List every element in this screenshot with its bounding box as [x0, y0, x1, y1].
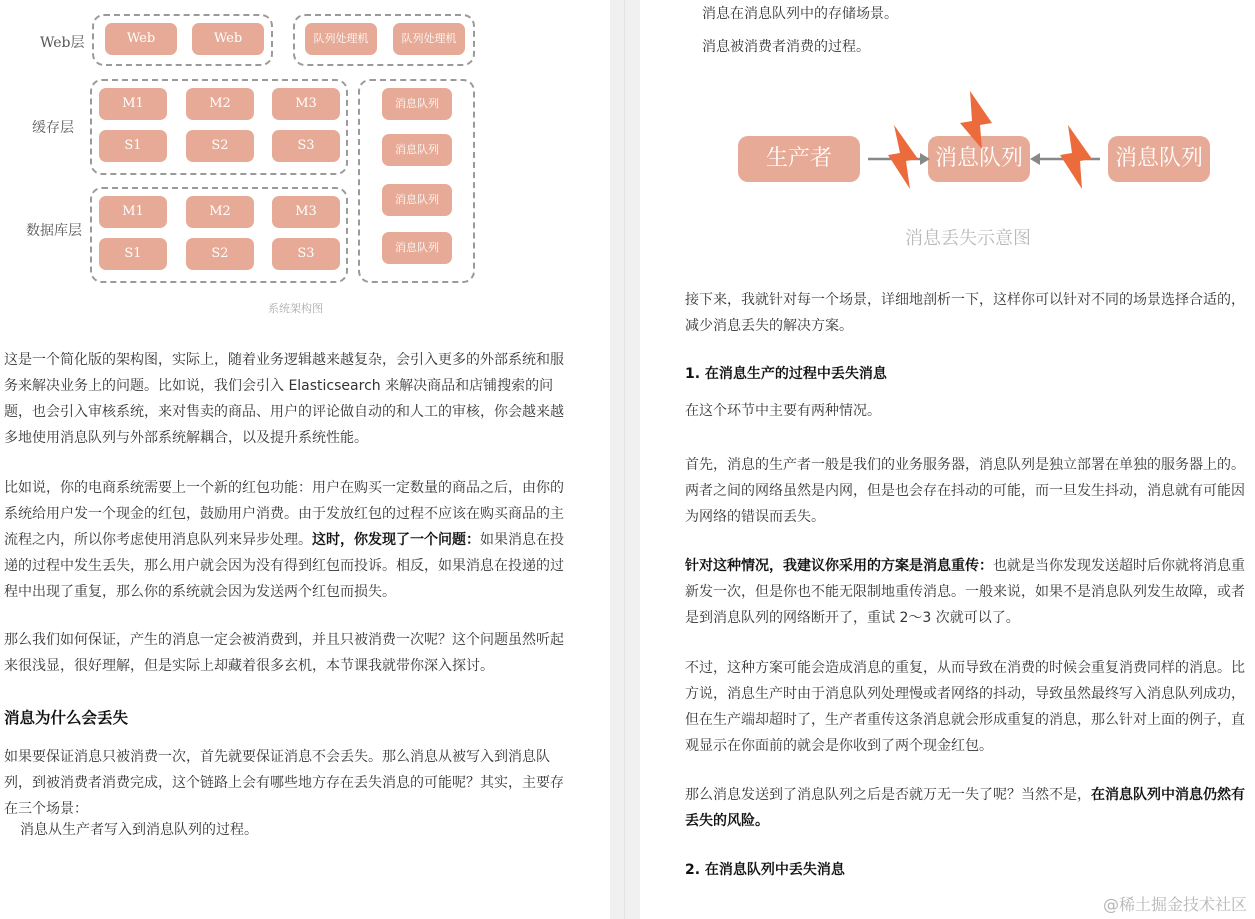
- right-page: [640, 0, 1255, 919]
- paragraph-red-packet: [4, 475, 564, 605]
- lightning-icon: [1060, 125, 1092, 189]
- text-line: 题，也会引入审核系统，来对售卖的商品、用户的评论做自动的和人工的审核，你会越来越: [4, 404, 564, 420]
- paragraph-question: [4, 627, 564, 679]
- bold-text: 这时，你发现了一个问题：: [312, 532, 480, 548]
- queue-node: 消息队列: [382, 88, 452, 120]
- page-gutter: [610, 0, 640, 919]
- text-line: 列，到被消费者消费完成，这个链路上会有哪些地方存在丢失消息的可能呢？其实，主要存: [4, 775, 564, 791]
- text-line: 来很浅显，很好理解，但是实际上却藏着很多玄机，本节课我就带你深入探讨。: [4, 658, 494, 674]
- text-span: 也就是当你发现发送超时后你就将消息重: [993, 558, 1245, 574]
- text-line: 比如说，你的电商系统需要上一个新的红包功能：用户在购买一定数量的商品之后，由你的: [4, 480, 564, 496]
- paragraph: 在这个环节中主要有两种情况。: [685, 403, 881, 419]
- db-master-node: M1: [99, 196, 167, 228]
- db-slave-node: S1: [99, 238, 167, 270]
- text-line: 系统给用户发一个现金的红包，鼓励用户消费。由于发放红包的过程不应该在购买商品的主: [4, 506, 564, 522]
- cache-slave-node: S2: [186, 130, 254, 162]
- text-line: 为网络的错误而丢失。: [685, 509, 825, 525]
- scenario-item: 消息被消费者消费的过程。: [702, 39, 870, 55]
- web-node: Web: [192, 23, 264, 55]
- left-page: [0, 0, 610, 919]
- scenario-item: 消息在消息队列中的存储场景。: [702, 6, 898, 22]
- lightning-icon: [888, 125, 918, 189]
- text-line: 两者之间的网络虽然是内网，但是也会存在抖动的可能，而一旦发生抖动，消息就有可能因: [685, 483, 1245, 499]
- db-slave-node: S2: [186, 238, 254, 270]
- architecture-caption: 系统架构图: [268, 302, 323, 315]
- arrow-head: [920, 153, 930, 165]
- cache-slave-node: S1: [99, 130, 167, 162]
- text-line: 务来解决业务上的问题。比如说，我们会引入 Elasticsearch 来解决商品和店铺搜索的问: [4, 378, 554, 394]
- text-line: 递的过程中发生丢失，那么用户就会因为没有得到红包而投诉。相反，如果消息在投递的过: [4, 558, 564, 574]
- bold-text: 在消息队列中消息仍然有: [1091, 787, 1245, 803]
- db-master-node: M2: [186, 196, 254, 228]
- cache-master-node: M2: [186, 88, 254, 120]
- queue-node: 消息队列: [382, 232, 452, 264]
- text-line: 观显示在你面前的就会是你收到了两个现金红包。: [685, 738, 993, 754]
- watermark: @稀土掘金技术社区: [1102, 895, 1247, 914]
- paragraph-why-lost: [4, 744, 564, 822]
- text-line: 减少消息丢失的解决方案。: [685, 318, 853, 334]
- paragraph-intro: [685, 287, 1245, 339]
- text-line: 多地使用消息队列与外部系统解耦合，以及提升系统性能。: [4, 430, 368, 446]
- section-heading: 2. 在消息队列中丢失消息: [685, 862, 845, 878]
- section-heading: 消息为什么会丢失: [4, 709, 129, 727]
- text-line: 首先，消息的生产者一般是我们的业务服务器，消息队列是独立部署在单独的服务器上的。: [685, 457, 1245, 473]
- text-span: 流程之内，所以你考虑使用消息队列来异步处理。: [4, 532, 312, 548]
- text-line: 如果要保证消息只被消费一次，首先就要保证消息不会丢失。那么消息从被写入到消息队: [4, 749, 550, 765]
- paragraph-intro: [4, 347, 564, 451]
- paragraph-network: [685, 452, 1245, 530]
- cache-master-node: M1: [99, 88, 167, 120]
- queue-node: 消息队列: [382, 134, 452, 166]
- database-layer-label: 数据库层: [26, 223, 82, 239]
- lightning-icon: [960, 91, 992, 149]
- cache-layer-label: 缓存层: [32, 120, 74, 136]
- text-span: 那么消息发送到了消息队列之后是否就万无一失了呢？当然不是，: [685, 787, 1091, 803]
- text-span: 如果消息在投: [480, 532, 564, 548]
- db-master-node: M3: [272, 196, 340, 228]
- scenario-item: 消息从生产者写入到消息队列的过程。: [20, 822, 258, 838]
- loss-arrows: [860, 85, 1110, 195]
- text-line: [685, 553, 1245, 579]
- text-line: 不过，这种方案可能会造成消息的重复，从而导致在消费的时候会重复消费同样的消息。比: [685, 660, 1245, 676]
- paragraph-retry: [685, 553, 1245, 631]
- queue-processor-node: 队列处理机: [305, 23, 377, 55]
- loss-diagram-caption: 消息丢失示意图: [905, 228, 1031, 249]
- db-slave-node: S3: [272, 238, 340, 270]
- web-node: Web: [105, 23, 177, 55]
- section-heading: 1. 在消息生产的过程中丢失消息: [685, 366, 887, 382]
- bold-text: 丢失的风险。: [685, 813, 769, 829]
- text-line: 方说，消息生产时由于消息队列处理慢或者网络的抖动，导致虽然最终写入消息队列成功，: [685, 686, 1245, 702]
- text-line: 但在生产端却超时了，生产者重传这条消息就会形成重复的消息，那么针对上面的例子，直: [685, 712, 1245, 728]
- queue-processor-node: 队列处理机: [393, 23, 465, 55]
- text-line: 在三个场景：: [4, 801, 88, 817]
- arrow-head: [1030, 153, 1040, 165]
- paragraph-duplicate: [685, 655, 1245, 759]
- text-line: [685, 808, 1245, 834]
- consumer-node: 消息队列: [1108, 136, 1210, 182]
- cache-master-node: M3: [272, 88, 340, 120]
- text-line: 那么我们如何保证，产生的消息一定会被消费到，并且只被消费一次呢？这个问题虽然听起: [4, 632, 564, 648]
- bold-text: 针对这种情况，我建议你采用的方案是消息重传：: [685, 558, 993, 574]
- text-line: 新发一次，但是你也不能无限制地重传消息。一般来说，如果不是消息队列发生故障，或者: [685, 584, 1245, 600]
- text-line: 程中出现了重复，那么你的系统就会因为发送两个红包而损失。: [4, 584, 396, 600]
- text-line: 接下来，我就针对每一个场景，详细地剖析一下，这样你可以针对不同的场景选择合适的，: [685, 292, 1245, 308]
- queue-node: 消息队列: [928, 136, 1030, 182]
- text-line: 这是一个简化版的架构图，实际上，随着业务逻辑越来越复杂，会引入更多的外部系统和服: [4, 352, 564, 368]
- queue-node: 消息队列: [382, 184, 452, 216]
- text-line: [685, 782, 1245, 808]
- web-layer-label: Web层: [40, 35, 85, 51]
- paragraph-after-send: [685, 782, 1245, 834]
- text-line: [4, 527, 564, 553]
- cache-slave-node: S3: [272, 130, 340, 162]
- producer-node: 生产者: [738, 136, 860, 182]
- text-line: 是到消息队列的网络断开了，重试 2～3 次就可以了。: [685, 610, 1020, 626]
